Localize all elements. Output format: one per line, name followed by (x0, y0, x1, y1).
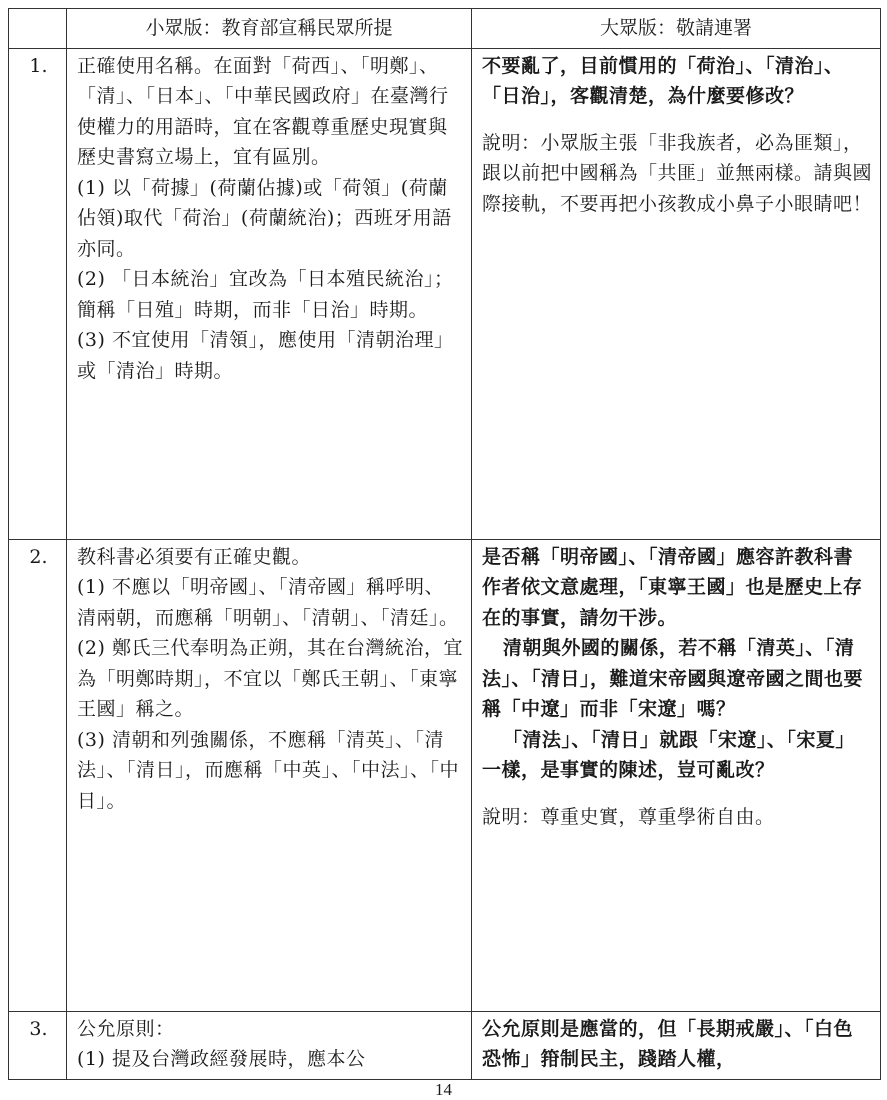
cell-paragraph: 清朝與外國的關係，若不稱「清英」、「清法」、「清日」，難道宋帝國與遼帝國之間也要稱「中遼」而非「宋遼」嗎？ (482, 637, 864, 720)
majority-cell (472, 1011, 881, 1079)
majority-cell (472, 539, 881, 1011)
comparison-table (8, 8, 881, 1080)
minority-cell (67, 1011, 472, 1079)
header-majority-version: 大眾版：敬請連署 (472, 9, 881, 49)
cell-paragraph: 公允原則： (77, 1017, 175, 1040)
majority-cell (472, 48, 881, 539)
row-number: 3. (9, 1011, 67, 1079)
cell-paragraph: (1) 不應以「明帝國」、「清帝國」稱呼明、清兩朝，而應稱「明朝」、「清朝」、「清廷」。 (77, 576, 459, 629)
cell-paragraph: (1) 提及台灣政經發展時，應本公 (77, 1048, 366, 1070)
cell-note: 說明：小眾版主張「非我族者，必為匪類」，跟以前把中國稱為「共匪」並無兩樣。請與國際接軌，不要再把小孩教成小鼻子小眼睛吧！ (482, 131, 873, 215)
row-number: 2. (9, 539, 67, 1011)
table-row (9, 539, 881, 1011)
cell-paragraph: 教科書必須要有正確史觀。 (77, 545, 312, 568)
table-row (9, 48, 881, 539)
table-row (9, 1011, 881, 1079)
row-number: 1. (9, 48, 67, 539)
cell-note: 說明：尊重史實，尊重學術自由。 (482, 805, 775, 828)
header-num (9, 9, 67, 49)
cell-paragraph: (1) 以「荷據」(荷蘭佔據)或「荷領」(荷蘭佔領)取代「荷治」(荷蘭統治)；西班牙用語亦同。 (77, 176, 452, 260)
cell-paragraph: 「清法」、「清日」就跟「宋遼」、「宋夏」一樣，是事實的陳述，豈可亂改？ (482, 728, 855, 781)
cell-paragraph: (3) 清朝和列強關係，不應稱「清英」、「清法」、「清日」，而應稱「中英」、「中法」、「中日」。 (77, 728, 460, 812)
minority-cell (67, 539, 472, 1011)
cell-paragraph: (2) 「日本統治」宜改為「日本殖民統治」；簡稱「日殖」時期，而非「日治」時期。 (77, 268, 454, 321)
header-row (9, 9, 881, 49)
page-number: 14 (435, 1080, 452, 1099)
cell-paragraph: 不要亂了，目前慣用的「荷治」、「清治」、「日治」，客觀清楚，為什麼要修改？ (482, 54, 844, 107)
cell-paragraph: 公允原則是應當的，但「長期戒嚴」、「白色恐怖」箝制民主，踐踏人權， (482, 1017, 854, 1070)
cell-paragraph: (3) 不宜使用「清領」，應使用「清朝治理」或「清治」時期。 (77, 329, 454, 382)
minority-cell (67, 48, 472, 539)
cell-paragraph: (2) 鄭氏三代奉明為正朔，其在台灣統治，宜為「明鄭時期」，不宜以「鄭氏王朝」、「東寧王國」稱之。 (77, 637, 463, 720)
header-minority-version: 小眾版：教育部宣稱民眾所提 (67, 9, 472, 49)
cell-paragraph: 正確使用名稱。在面對「荷西」、「明鄭」、「清」、「日本」、「中華民國政府」在臺灣行使權力的用語時，宜在客觀尊重歷史現實與歷史書寫立場上，宜有區別。 (77, 54, 449, 168)
cell-paragraph: 是否稱「明帝國」、「清帝國」應容許教科書作者依文意處理，「東寧王國」也是歷史上存在的事實，請勿干涉。 (482, 545, 863, 629)
